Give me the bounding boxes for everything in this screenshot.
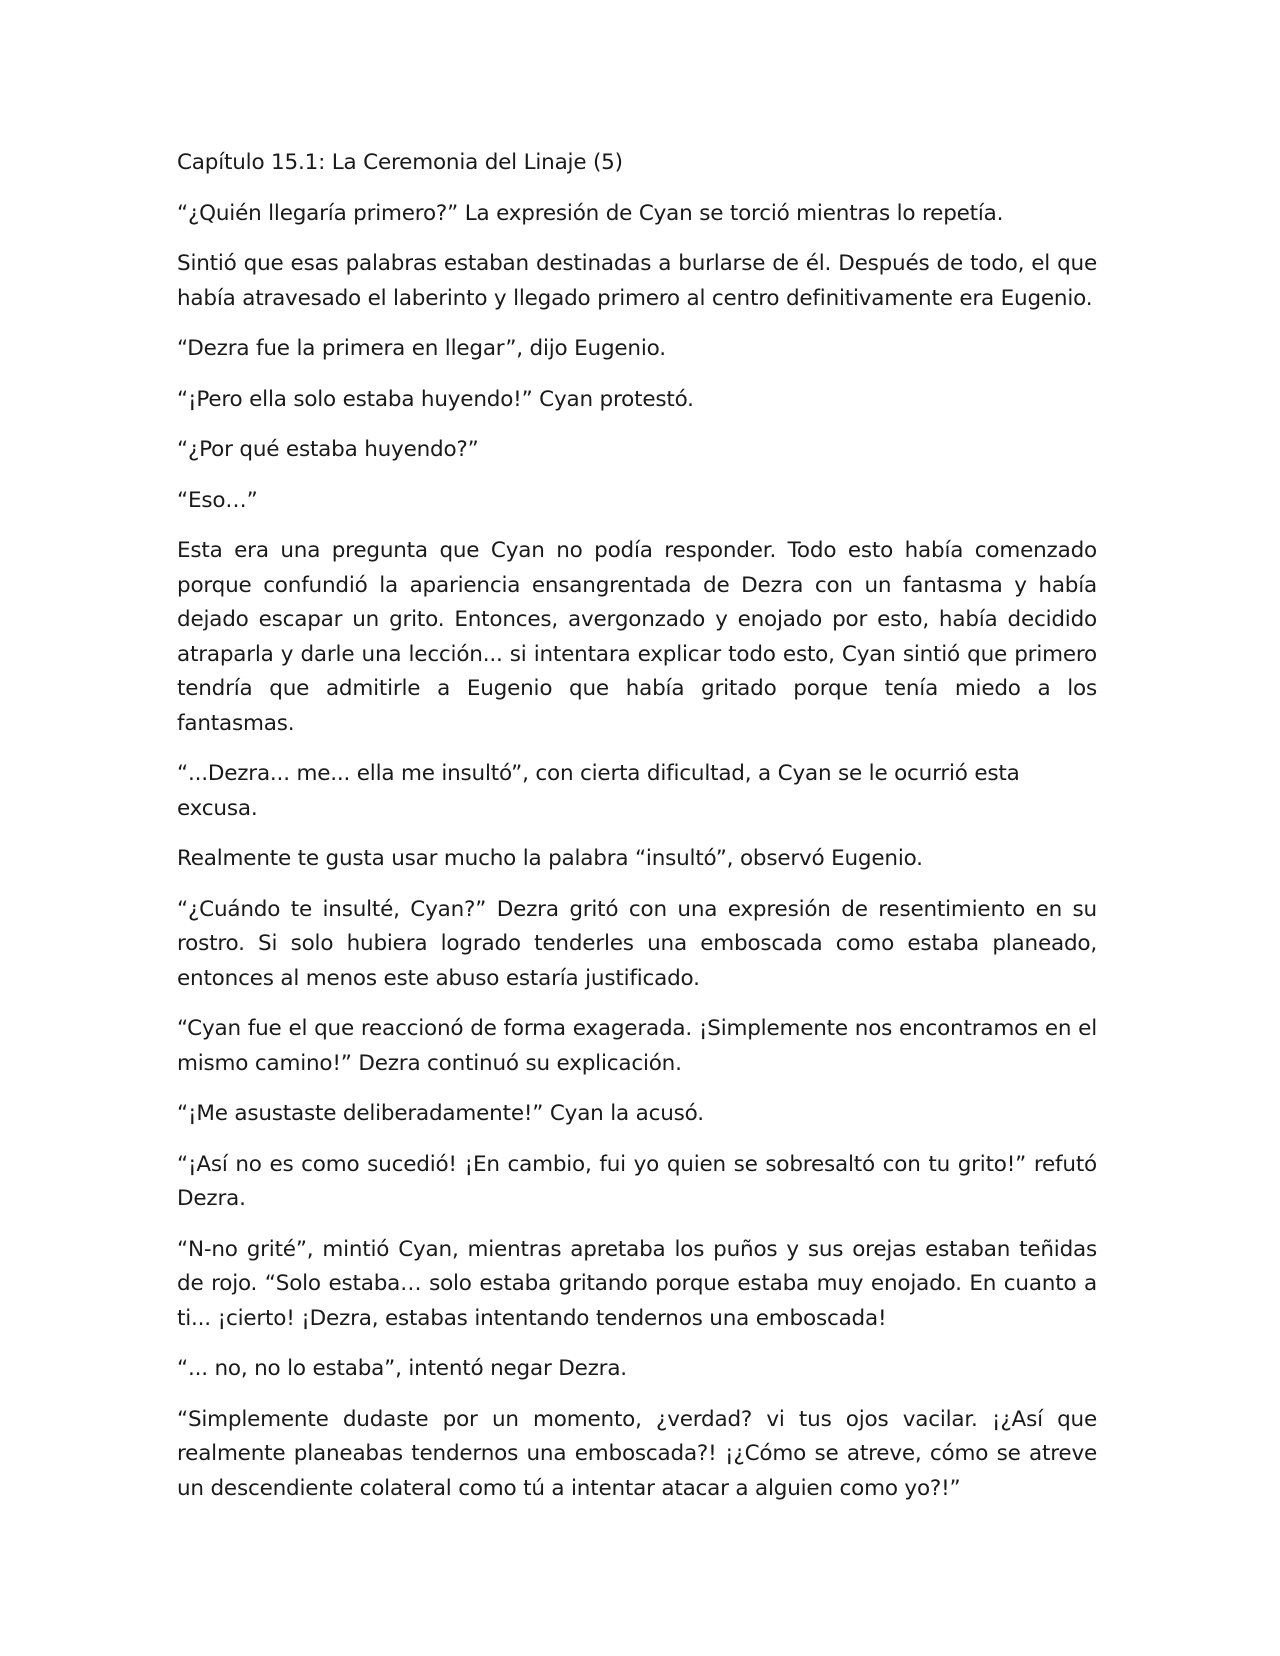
chapter-title: Capítulo 15.1: La Ceremonia del Linaje (5) bbox=[177, 150, 623, 175]
paragraph: Esta era una pregunta que Cyan no podía responder. Todo esto había comenzado porque confundió la apariencia ensangrentada de Dezra con un fantasma y había dejado escapar un grito. Entonces, avergonzado y enojado por esto, había decidido atraparla y darle una lección... si intentara explicar todo esto, Cyan sintió que primero tendría que admitirle a Eugenio que había gritado porque tenía miedo a los fantasmas. bbox=[177, 538, 1097, 736]
paragraph: Sintió que esas palabras estaban destinadas a burlarse de él. Después de todo, el que había atravesado el laberinto y llegado primero al centro definitivamente era Eugenio. bbox=[177, 251, 1097, 311]
paragraph: “¡Me asustaste deliberadamente!” Cyan la acusó. bbox=[177, 1101, 704, 1126]
paragraph: “¿Cuándo te insulté, Cyan?” Dezra gritó con una expresión de resentimiento en su rostro. Si solo hubiera logrado tenderles una emboscada como estaba planeado, entonces al menos este abuso estaría justificado. bbox=[177, 896, 1097, 991]
paragraph: “N-no grité”, mintió Cyan, mientras apretaba los puños y sus orejas estaban teñidas de rojo. “Solo estaba… solo estaba gritando porque estaba muy enojado. En cuanto a ti... ¡cierto! ¡Dezra, estabas intentando tendernos una emboscada! bbox=[177, 1236, 1097, 1331]
paragraph: “Simplemente dudaste por un momento, ¿verdad? vi tus ojos vacilar. ¡¿Así que realmente planeabas tendernos una emboscada?! ¡¿Cómo se atreve, cómo se atreve un descendiente colateral como tú a intentar atacar a alguien como yo?!” bbox=[177, 1406, 1097, 1501]
paragraph: “¡Así no es como sucedió! ¡En cambio, fui yo quien se sobresaltó con tu grito!” refutó Dezra. bbox=[177, 1151, 1097, 1211]
paragraph: “¿Quién llegaría primero?” La expresión de Cyan se torció mientras lo repetía. bbox=[177, 200, 1004, 226]
paragraph: “...Dezra... me... ella me insultó”, con cierta dificultad, a Cyan se le ocurrió esta excusa. bbox=[177, 761, 1020, 821]
paragraph: “Dezra fue la primera en llegar”, dijo Eugenio. bbox=[177, 336, 666, 361]
paragraph: “Eso…” bbox=[177, 487, 258, 513]
paragraph: Realmente te gusta usar mucho la palabra “insultó”, observó Eugenio. bbox=[177, 846, 923, 871]
paragraph: “¡Pero ella solo estaba huyendo!” Cyan protestó. bbox=[177, 386, 694, 412]
paragraph: “Cyan fue el que reaccionó de forma exagerada. ¡Simplemente nos encontramos en el mismo camino!” Dezra continuó su explicación. bbox=[177, 1016, 1097, 1076]
paragraph: “¿Por qué estaba huyendo?” bbox=[177, 437, 479, 462]
document-page bbox=[177, 146, 1097, 1522]
paragraph: “... no, no lo estaba”, intentó negar Dezra. bbox=[177, 1356, 627, 1381]
